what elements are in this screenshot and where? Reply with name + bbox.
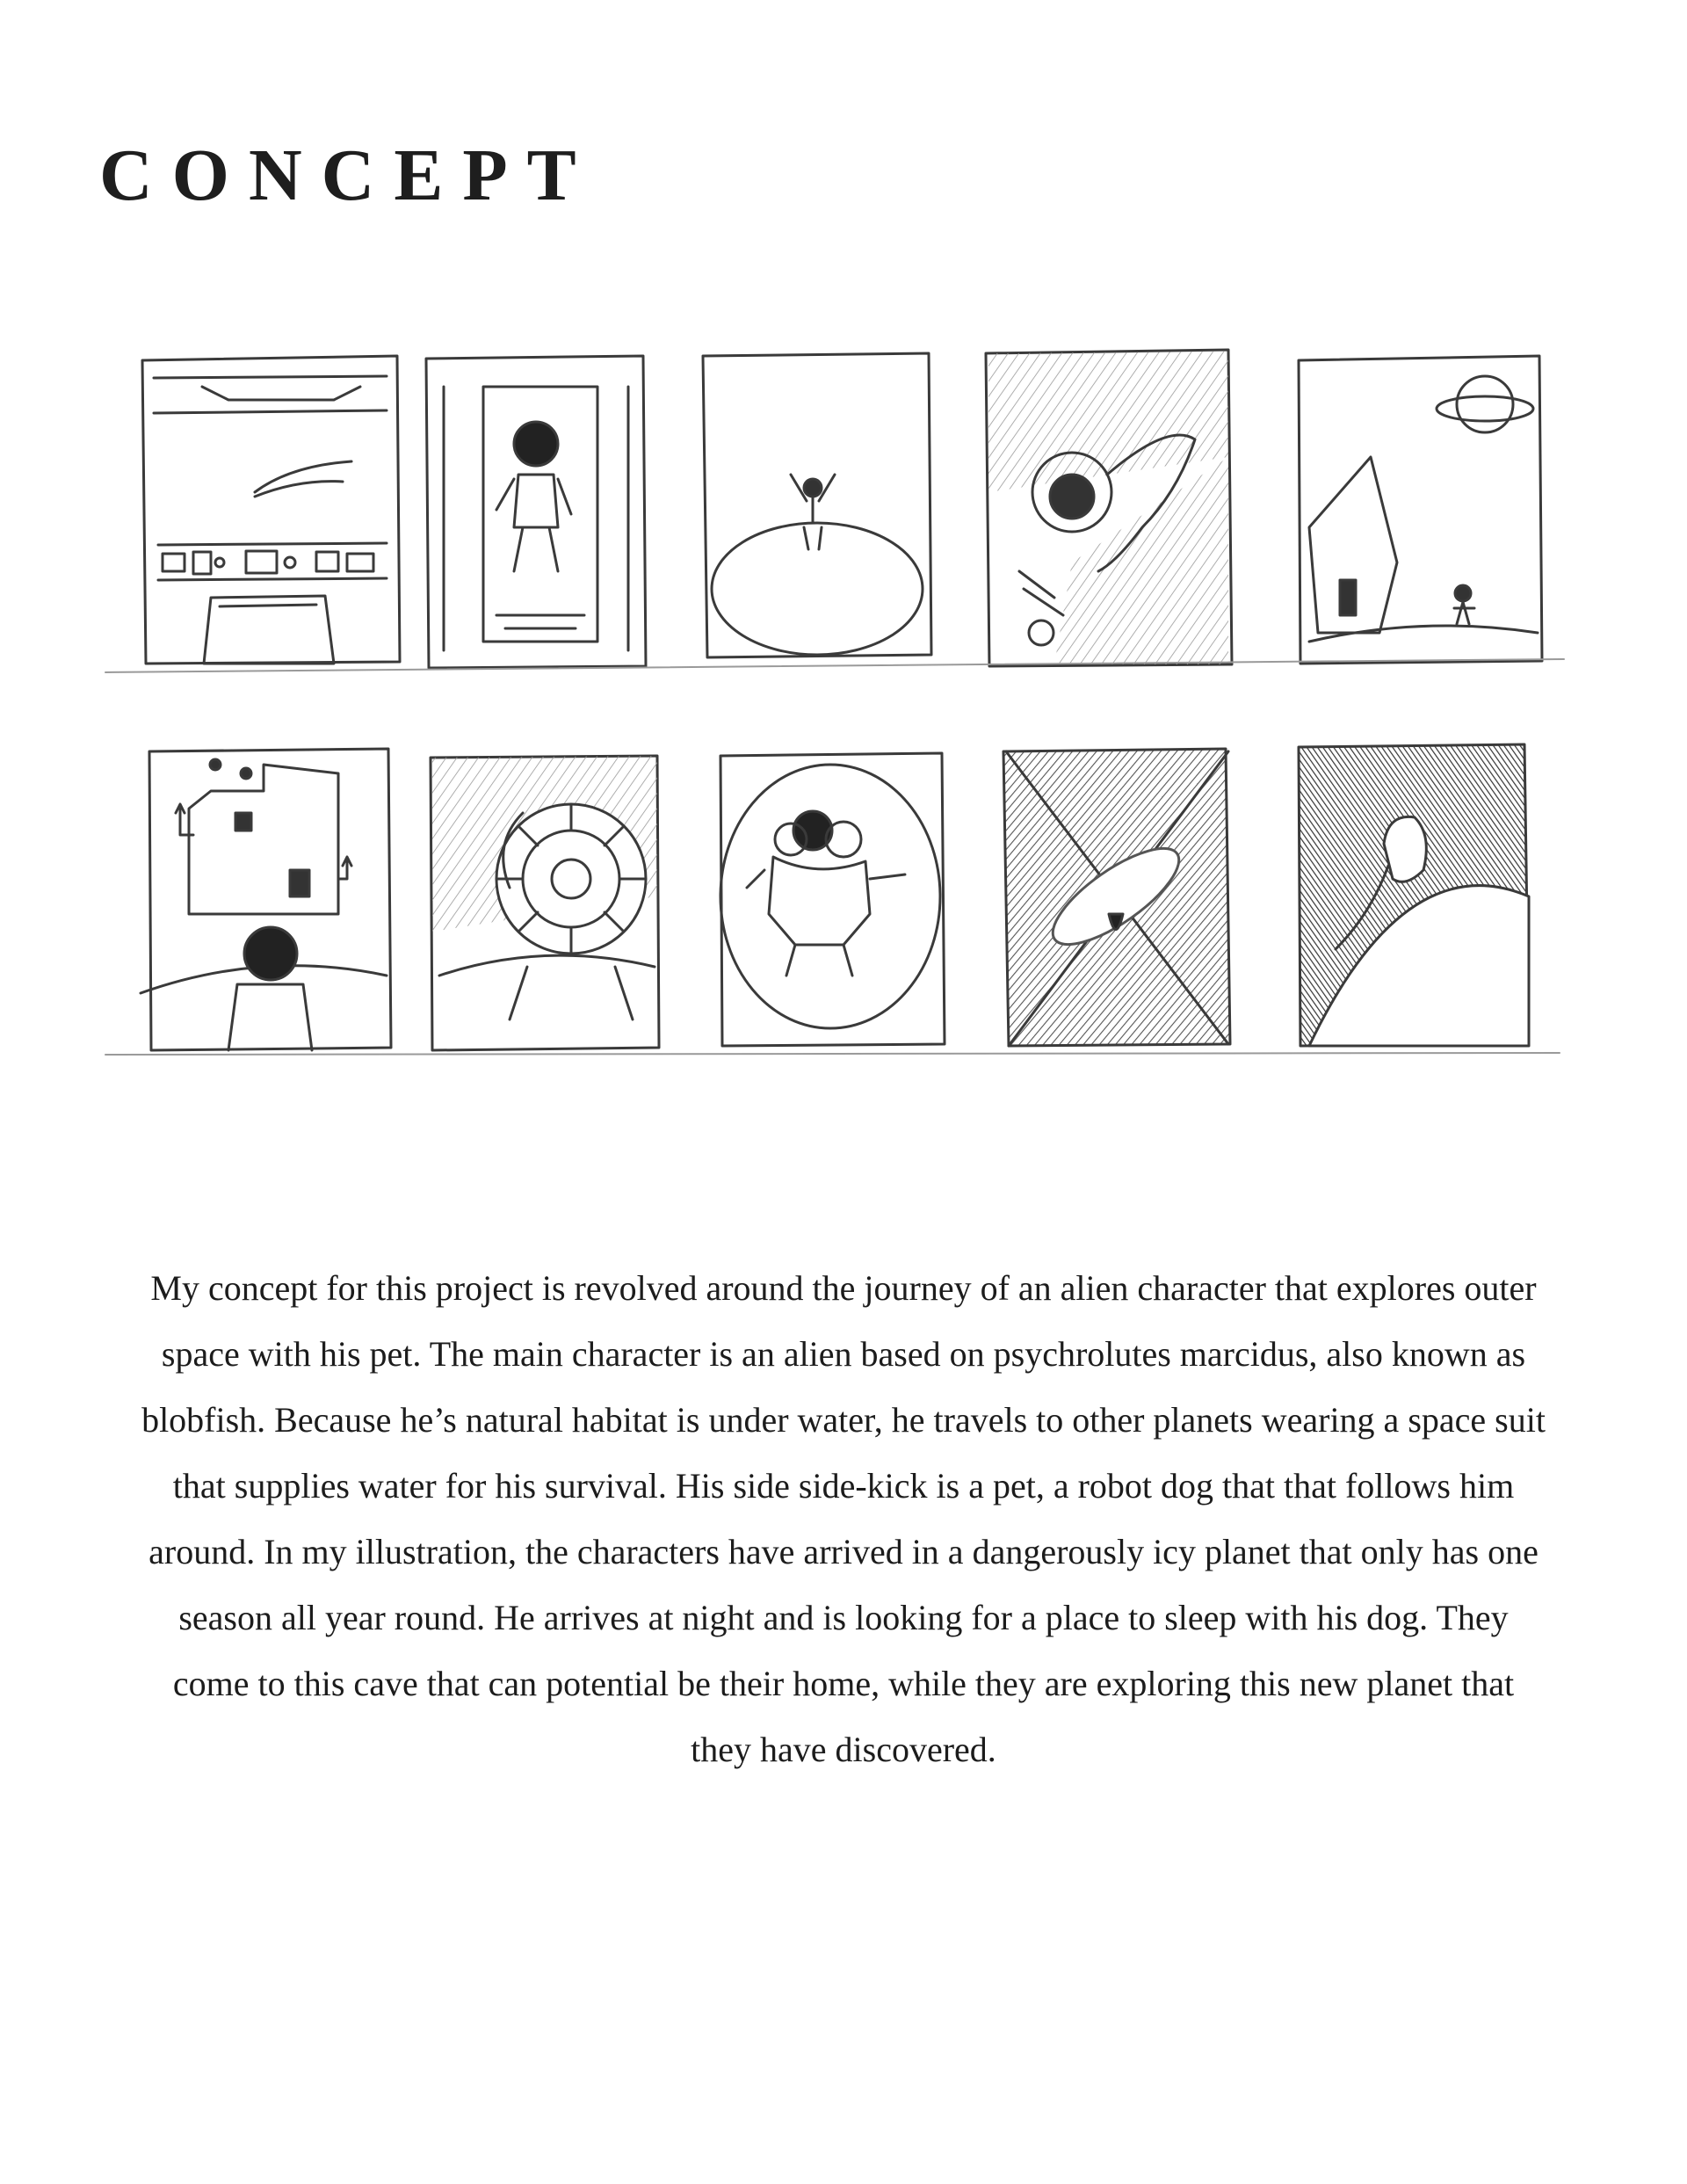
storyboard-panel-6 — [141, 749, 391, 1050]
storyboard-panel-2 — [426, 356, 646, 668]
storyboard-panel-7 — [431, 756, 659, 1050]
storyboard-panel-5 — [1299, 356, 1542, 664]
storyboard-panel-9 — [1003, 749, 1230, 1046]
storyboard-panel-1 — [142, 356, 400, 664]
storyboard-panel-3 — [703, 353, 931, 657]
page-title: CONCEPT — [99, 134, 596, 216]
storyboard-panel-4 — [986, 350, 1232, 666]
storyboard-panel-10 — [1299, 744, 1529, 1046]
storyboard-panel-8 — [720, 753, 945, 1046]
concept-paragraph: My concept for this project is revolved around the journey of an alien character that explores outer space with his pet. The main character is an alien based on psychrolutes marcidus, also known as blobfish. Because he’s natural habitat is under water, he travels to other planets wearing a space suit that supplies water for his survival. His side side-kick is a pet, a robot dog that that follows him around. In my illustration, the characters have arrived in a dangerously icy planet that only has one season all year round. He arrives at night and is looking for a place to sleep with his dog. They come to this cave that can potential be their home, while they are exploring this new planet that they have discovered. — [141, 1268, 1546, 1769]
